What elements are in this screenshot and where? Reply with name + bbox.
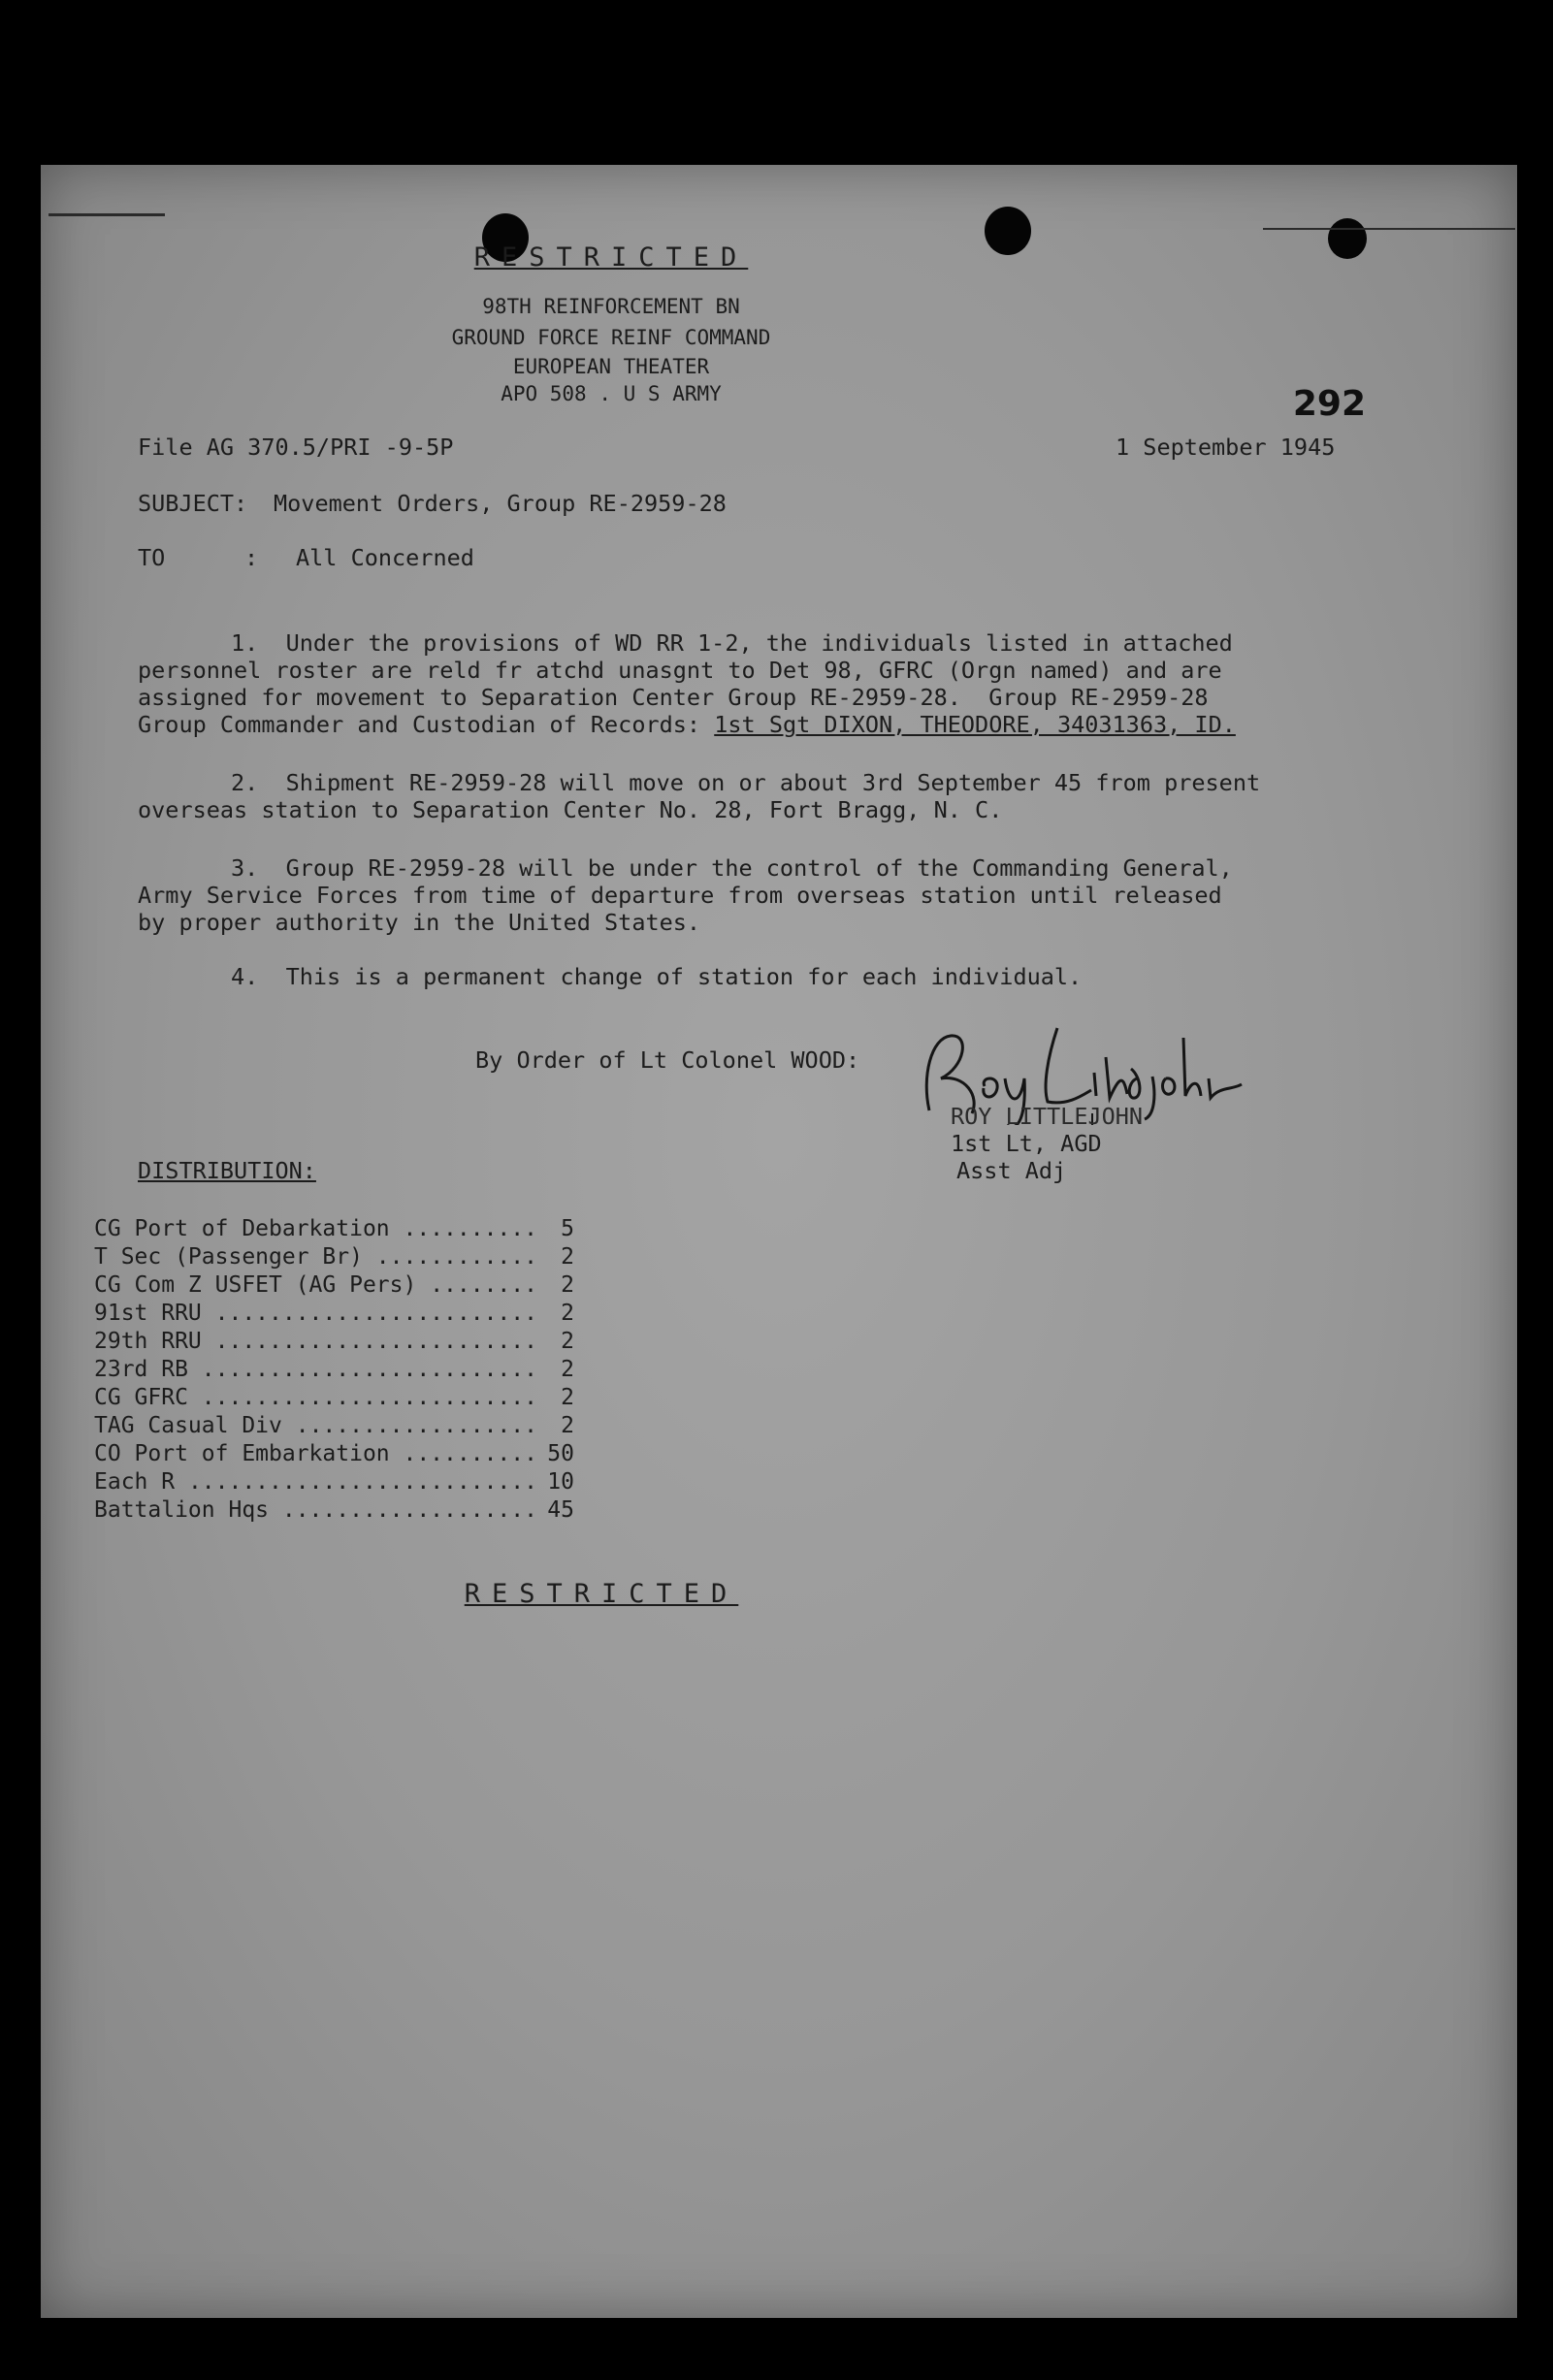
distribution-row [94,1467,574,1496]
to-separator: : [244,544,259,571]
distribution-recipient: TAG Casual Div ..... [94,1413,535,1438]
distribution-recipient: CO Port of Embarkation ..... [94,1441,535,1466]
paragraph-4-line-1: 4. This is a permanent change of station for each individual. [231,963,1083,990]
distribution-recipient: T Sec (Passenger Br) ..... [94,1244,535,1270]
distribution-count: 10 [547,1468,574,1495]
distribution-row [94,1411,574,1439]
to-label: TO [138,544,166,571]
distribution-count: 2 [561,1243,574,1270]
distribution-count: 2 [561,1300,574,1326]
paragraph-2-line-1: 2. Shipment RE-2959-28 will move on or about 3rd September 45 from present [231,769,1261,796]
distribution-recipient: 23rd RB ..... [94,1357,535,1382]
distribution-count: 2 [561,1271,574,1298]
paragraph-1-line-1: 1. Under the provisions of WD RR 1-2, the individuals listed in attached [231,629,1233,657]
distribution-recipient: 91st RRU ..... [94,1301,535,1326]
distribution-row [94,1214,574,1242]
paragraph-3-line-1: 3. Group RE-2959-28 will be under the control of the Commanding General, [231,854,1233,882]
file-reference: File AG 370.5/PRI -9-5P [138,434,454,461]
distribution-count: 45 [547,1496,574,1523]
classification-top: RESTRICTED [473,242,749,273]
distribution-row [94,1242,574,1270]
distribution-recipient: CG Com Z USFET (AG Pers) ..... [94,1272,535,1298]
distribution-list [94,1214,574,1524]
theater-name: EUROPEAN THEATER [512,355,710,378]
distribution-row [94,1383,574,1411]
apo-address: APO 508 . U S ARMY [501,382,722,405]
distribution-row [94,1327,574,1355]
custodian-name: 1st Sgt DIXON, THEODORE, 34031363, ID. [714,711,1236,738]
signature-name: ROY LITTLEJOHN [951,1103,1144,1130]
to-text: All Concerned [296,544,474,571]
classification-bottom: RESTRICTED [464,1579,739,1609]
paragraph-1-line-4 [138,711,1236,738]
distribution-heading: DISTRIBUTION: [138,1157,316,1184]
distribution-row [94,1355,574,1383]
signature-rank: 1st Lt, AGD [951,1130,1102,1157]
distribution-recipient: CG Port of Debarkation ..... [94,1216,535,1241]
distribution-count: 2 [561,1384,574,1410]
distribution-count: 5 [561,1215,574,1241]
command-name: GROUND FORCE REINF COMMAND [451,326,771,349]
order-line: By Order of Lt Colonel WOOD: [475,1046,860,1074]
distribution-count: 2 [561,1356,574,1382]
paragraph-1-line-2: personnel roster are reld fr atchd unasgnt to Det 98, GFRC (Orgn named) and are [138,657,1222,684]
subject-text: Movement Orders, Group RE-2959-28 [274,490,727,517]
distribution-count: 2 [561,1328,574,1354]
distribution-recipient: CG GFRC ..... [94,1385,535,1410]
paper-clip-mark [49,213,165,216]
signature-title: Asst Adj [956,1157,1067,1184]
distribution-recipient: Battalion Hqs ..... [94,1497,535,1523]
custodian-label: Group Commander and Custodian of Records: [138,711,715,738]
subject-label: SUBJECT: [138,490,248,517]
distribution-recipient: 29th RRU ..... [94,1329,535,1354]
punch-hole-edge [1328,218,1367,259]
paper-edge-mark [1263,228,1515,230]
distribution-row [94,1270,574,1299]
distribution-row [94,1496,574,1524]
distribution-row [94,1439,574,1467]
distribution-row [94,1299,574,1327]
paragraph-3-line-3: by proper authority in the United States. [138,909,701,936]
paragraph-3-line-2: Army Service Forces from time of departure from overseas station until released [138,882,1222,909]
distribution-count: 50 [547,1440,574,1466]
paragraph-1-line-3: assigned for movement to Separation Center Group RE-2959-28. Group RE-2959-28 [138,684,1209,711]
document-number: 292 [1292,384,1366,424]
paragraph-2-line-2: overseas station to Separation Center No. 28, Fort Bragg, N. C. [138,796,1003,823]
document-date: 1 September 1945 [1116,434,1336,461]
distribution-recipient: Each R ..... [94,1469,535,1495]
distribution-count: 2 [561,1412,574,1438]
unit-name: 98TH REINFORCEMENT BN [482,295,740,318]
